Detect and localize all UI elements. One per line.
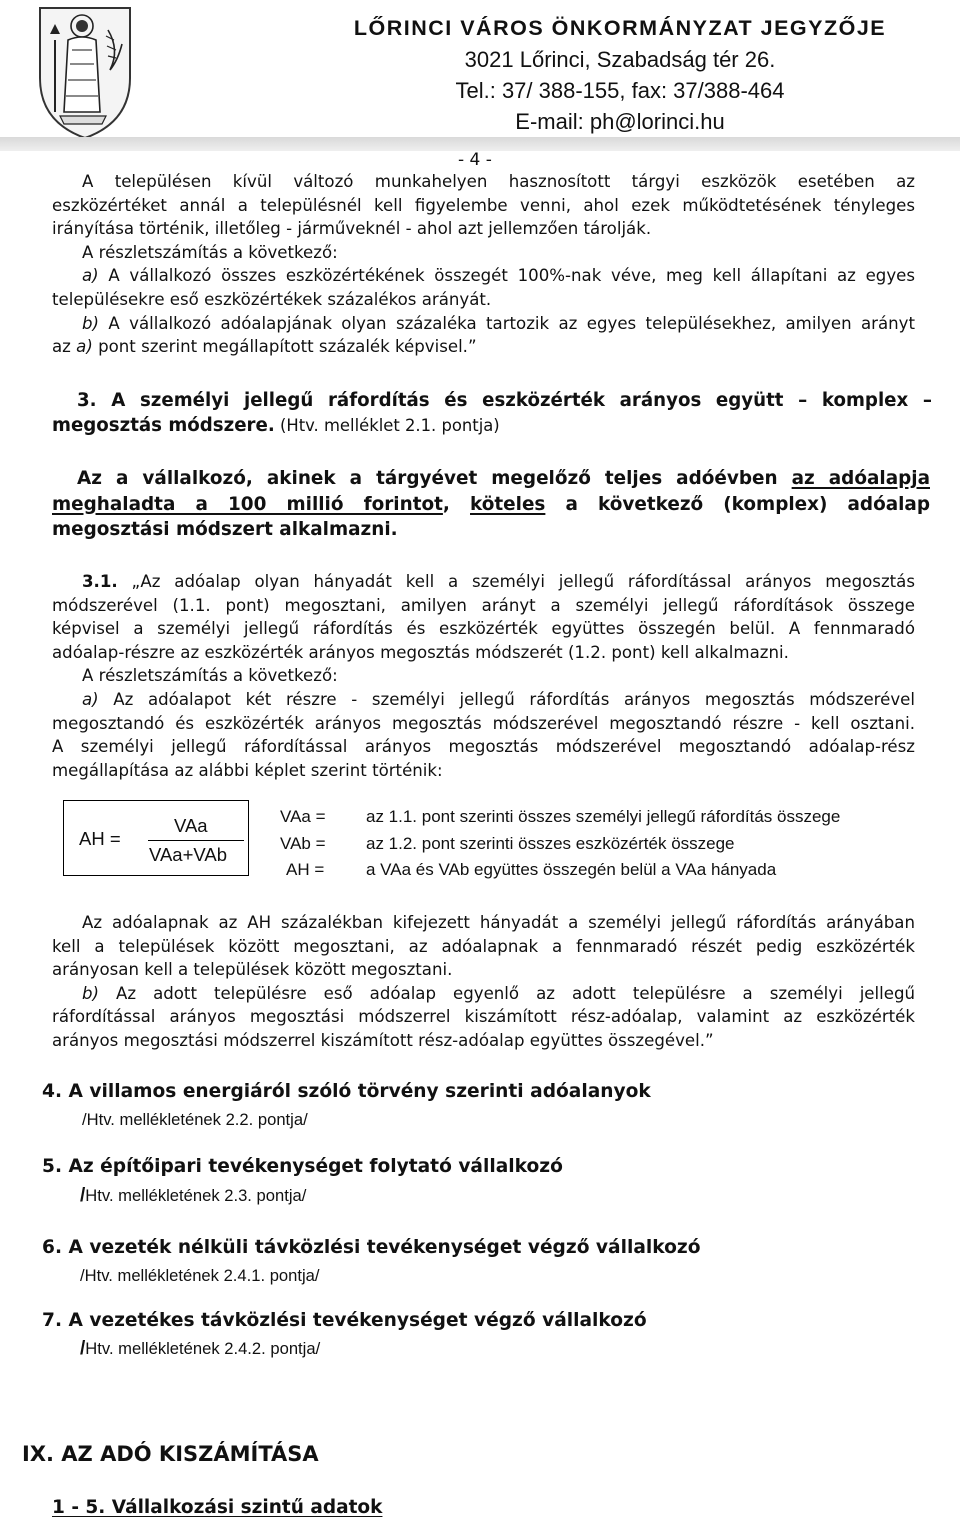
text-line: településekre eső eszközértékek százalékos arányát. [52, 289, 492, 309]
section-6-heading: 6. A vezeték nélküli távközlési tevékenységet végző vállalkozó [42, 1237, 701, 1258]
text-line: a) A vállalkozó összes eszközértékének összegét 100%-nak véve, meg kell állapítani az egyes [82, 266, 915, 286]
letterhead-address: 3021 Lőrinci, Szabadság tér 26. [464, 47, 776, 72]
definition-row [280, 831, 840, 858]
municipal-crest-logo [10, 0, 160, 142]
letterhead-email: E-mail: ph@lorinci.hu [515, 109, 725, 134]
section-3-heading [52, 388, 932, 438]
text-line: A településen kívül változó munkahelyen hasznosított tárgyi eszközök esetében az [82, 172, 915, 191]
definition-term: VAa = [280, 807, 326, 826]
text-line: A részletszámítás a következő: [82, 242, 338, 262]
text-line: ráfordítással arányos megosztási módszerrel kiszámított rész-adóalap, valamint az eszközérték [52, 1007, 915, 1027]
page-number: - 4 - [458, 150, 492, 170]
text-line: b) Az adott településre eső adóalap egyenlő az adott településre a személyi jellegű [82, 983, 915, 1003]
intro-paragraph [52, 170, 915, 359]
formula-denominator: VAa+VAb [149, 844, 227, 865]
list-label: a) [82, 689, 99, 709]
text-line: a) Az adóalapot két részre - személyi jellegű ráfordítás arányos megosztás módszerével [82, 689, 915, 709]
heading-line: 3. A személyi jellegű ráfordítás és eszközérték arányos együtt – komplex – [77, 390, 932, 411]
text-line: kell a települések között megosztani, az adóalapnak a fennmaradó részét pedig eszközérték [52, 936, 915, 956]
text-line: b) A vállalkozó adóalapjának olyan százaléka tartozik az egyes településekhez, amilyen arányt [82, 313, 915, 333]
section-5-heading: 5. Az építőipari tevékenységet folytató vállalkozó [42, 1156, 563, 1177]
section-7-heading: 7. A vezetékes távközlési tevékenységet végző vállalkozó [42, 1310, 647, 1331]
chapter-heading: IX. AZ ADÓ KISZÁMÍTÁSA [22, 1442, 319, 1466]
letterhead [340, 12, 900, 137]
formula-numerator: VAa [174, 815, 208, 836]
text-line: módszerével (1.1. pont) megosztani, amilyen arányt a személyi jellegű ráfordítások összege [52, 595, 915, 615]
text-line: A részletszámítás a következő: [82, 666, 338, 686]
text-line: megosztandó és eszközérték arányos megosztás módszerével megosztandó részre - kell osztani. [52, 713, 915, 733]
definition-row [280, 804, 840, 831]
formula-box [63, 800, 249, 876]
text-line: arányosan kell a települések között megosztani. [52, 960, 453, 980]
text-line: A személyi jellegű ráfordítással arányos megosztás módszerével megosztandó adóalap-rész [52, 737, 915, 757]
heading-line: megosztás módszere. (Htv. melléklet 2.1. pontja) [52, 415, 500, 436]
definition-text: az 1.1. pont szerinti összes személyi jellegű ráfordítás összege [366, 807, 841, 826]
definition-term: AH = [286, 860, 325, 879]
text-line: 3.1. „Az adóalap olyan hányadát kell a személyi jellegű ráfordítással arányos megosztás [82, 572, 915, 591]
letterhead-divider [0, 137, 960, 151]
section-3-1-paragraph [52, 570, 915, 782]
section-5-reference: /Htv. mellékletének 2.3. pontja/ [80, 1185, 307, 1206]
section-6-reference: /Htv. mellékletének 2.4.1. pontja/ [80, 1266, 320, 1285]
definition-text: az 1.2. pont szerinti összes eszközérték összege [366, 833, 735, 853]
text-line: Az adóalapnak az AH százalékban kifejezett hányadát a személyi jellegű ráfordítás arányában [82, 913, 915, 932]
definition-row [280, 857, 840, 884]
text-line: megállapítása az alábbi képlet szerint történik: [52, 760, 443, 780]
obligation-paragraph [52, 466, 930, 543]
fraction-bar [148, 840, 244, 841]
clause-number: 3.1. [82, 572, 118, 591]
formula-lhs: AH = [79, 828, 121, 849]
section-7-reference: /Htv. mellékletének 2.4.2. pontja/ [80, 1338, 321, 1359]
text-line: az a) pont szerint megállapított százalék képvisel.” [52, 337, 477, 357]
text-line: képvisel a személyi jellegű ráfordítás és eszközérték együttes összegén belül. A fennmaradó [52, 619, 915, 639]
text-line: meghaladta a 100 millió forintot, köteles a következő (komplex) adóalap [52, 493, 931, 515]
definition-term: VAb = [280, 833, 326, 853]
letterhead-phone: Tel.: 37/ 388-155, fax: 37/388-464 [455, 78, 785, 103]
section-4-reference: /Htv. mellékletének 2.2. pontja/ [82, 1110, 308, 1129]
definition-text: a VAa és VAb együttes összegén belül a VAa hányada [366, 860, 777, 879]
text-line: Az a vállalkozó, akinek a tárgyévet megelőző teljes adóévben az adóalapja [77, 468, 930, 489]
text-line: arányos megosztási módszerrel kiszámított rész-adóalap együttes összegével.” [52, 1030, 714, 1050]
text-line: irányítása történik, illetőleg - járműveknél - ahol azt jellemzően tárolják. [52, 219, 652, 239]
section-4-heading: 4. A villamos energiáról szóló törvény szerinti adóalanyok [42, 1081, 651, 1102]
text-line: adóalap-részre az eszközérték arányos megosztás módszerét (1.2. pont) kell alkalmazni. [52, 642, 789, 662]
list-label: a) [82, 266, 99, 286]
list-label: b) [82, 313, 100, 333]
formula-definitions [280, 804, 840, 884]
letterhead-org: LŐRINCI VÁROS ÖNKORMÁNYZAT JEGYZŐJE [353, 16, 887, 40]
list-label: b) [82, 983, 100, 1003]
subchapter-heading: 1 - 5. Vállalkozási szintű adatok [52, 1497, 383, 1518]
text-line: megosztási módszert alkalmazni. [52, 519, 398, 540]
text-line: eszközértéket annál a településnél kell figyelembe venni, ahol ezek működtetésének tényleges [52, 195, 915, 215]
after-formula-paragraph [52, 911, 915, 1053]
